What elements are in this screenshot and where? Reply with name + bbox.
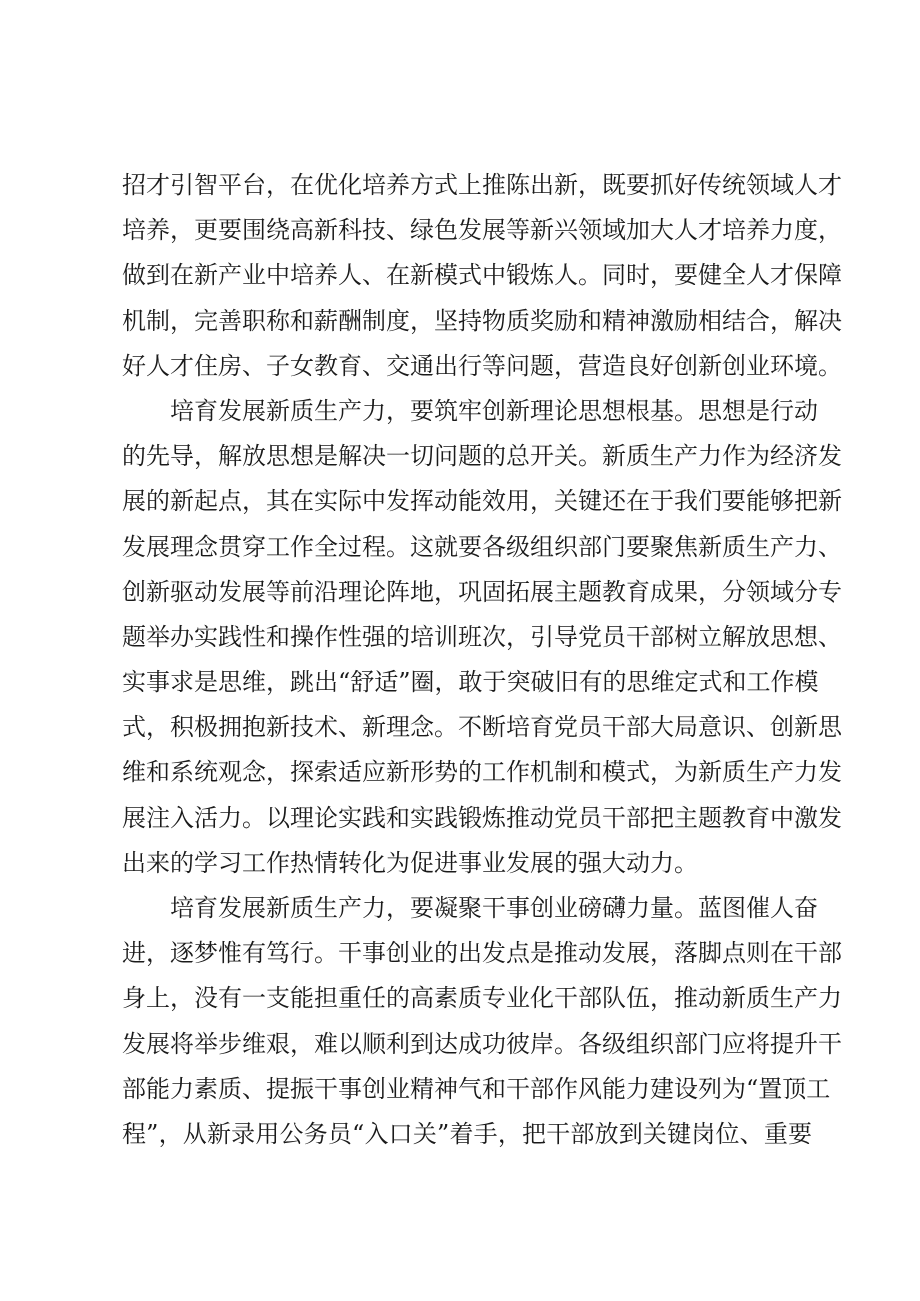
text-line: 机制，完善职称和薪酬制度，坚持物质奖励和精神激励相结合，解决 xyxy=(122,306,842,335)
text-line: 培养，更要围绕高新科技、绿色发展等新兴领域加大人才培养力度， xyxy=(122,216,842,245)
text-line: 实事求是思维，跳出“舒适”圈，敢于突破旧有的思维定式和工作模 xyxy=(122,668,819,697)
text-line: 式，积极拥抱新技术、新理念。不断培育党员干部大局意识、创新思 xyxy=(122,713,842,742)
paragraph-first-line: 培育发展新质生产力，要筑牢创新理论思想根基。思想是行动 xyxy=(170,396,818,425)
text-line: 出来的学习工作热情转化为促进事业发展的强大动力。 xyxy=(122,848,698,877)
text-line: 发展理念贯穿工作全过程。这就要各级组织部门要聚焦新质生产力、 xyxy=(122,532,842,561)
text-line: 展注入活力。以理论实践和实践锻炼推动党员干部把主题教育中激发 xyxy=(122,803,842,832)
text-line: 的先导，解放思想是解决一切问题的总开关。新质生产力作为经济发 xyxy=(122,442,842,471)
text-line: 进，逐梦惟有笃行。干事创业的出发点是推动发展，落脚点则在干部 xyxy=(122,939,842,968)
paragraph-first-line: 培育发展新质生产力，要凝聚干事创业磅礴力量。蓝图催人奋 xyxy=(170,894,818,922)
text-line: 程”，从新录用公务员“入口关”着手，把干部放到关键岗位、重要 xyxy=(122,1119,812,1148)
text-line: 身上，没有一支能担重任的高素质专业化干部队伍，推动新质生产力 xyxy=(122,984,842,1013)
text-line: 创新驱动发展等前沿理论阵地，巩固拓展主题教育成果，分领域分专 xyxy=(122,577,842,606)
text-line: 维和系统观念，探索适应新形势的工作机制和模式，为新质生产力发 xyxy=(122,758,842,787)
text-line: 题举办实践性和操作性强的培训班次，引导党员干部树立解放思想、 xyxy=(122,622,842,651)
text-line: 做到在新产业中培养人、在新模式中锻炼人。同时，要健全人才保障 xyxy=(122,261,842,290)
text-line: 展的新起点，其在实际中发挥动能效用，关键还在于我们要能够把新 xyxy=(122,487,842,516)
text-line: 发展将举步维艰，难以顺利到达成功彼岸。各级组织部门应将提升干 xyxy=(122,1029,842,1058)
text-line: 部能力素质、提振干事创业精神气和干部作风能力建设列为“置顶工 xyxy=(122,1074,831,1103)
text-line: 好人才住房、子女教育、交通出行等问题，营造良好创新创业环境。 xyxy=(122,351,842,380)
text-line: 招才引智平台，在优化培养方式上推陈出新，既要抓好传统领域人才 xyxy=(122,171,842,199)
body-text xyxy=(122,163,842,1157)
